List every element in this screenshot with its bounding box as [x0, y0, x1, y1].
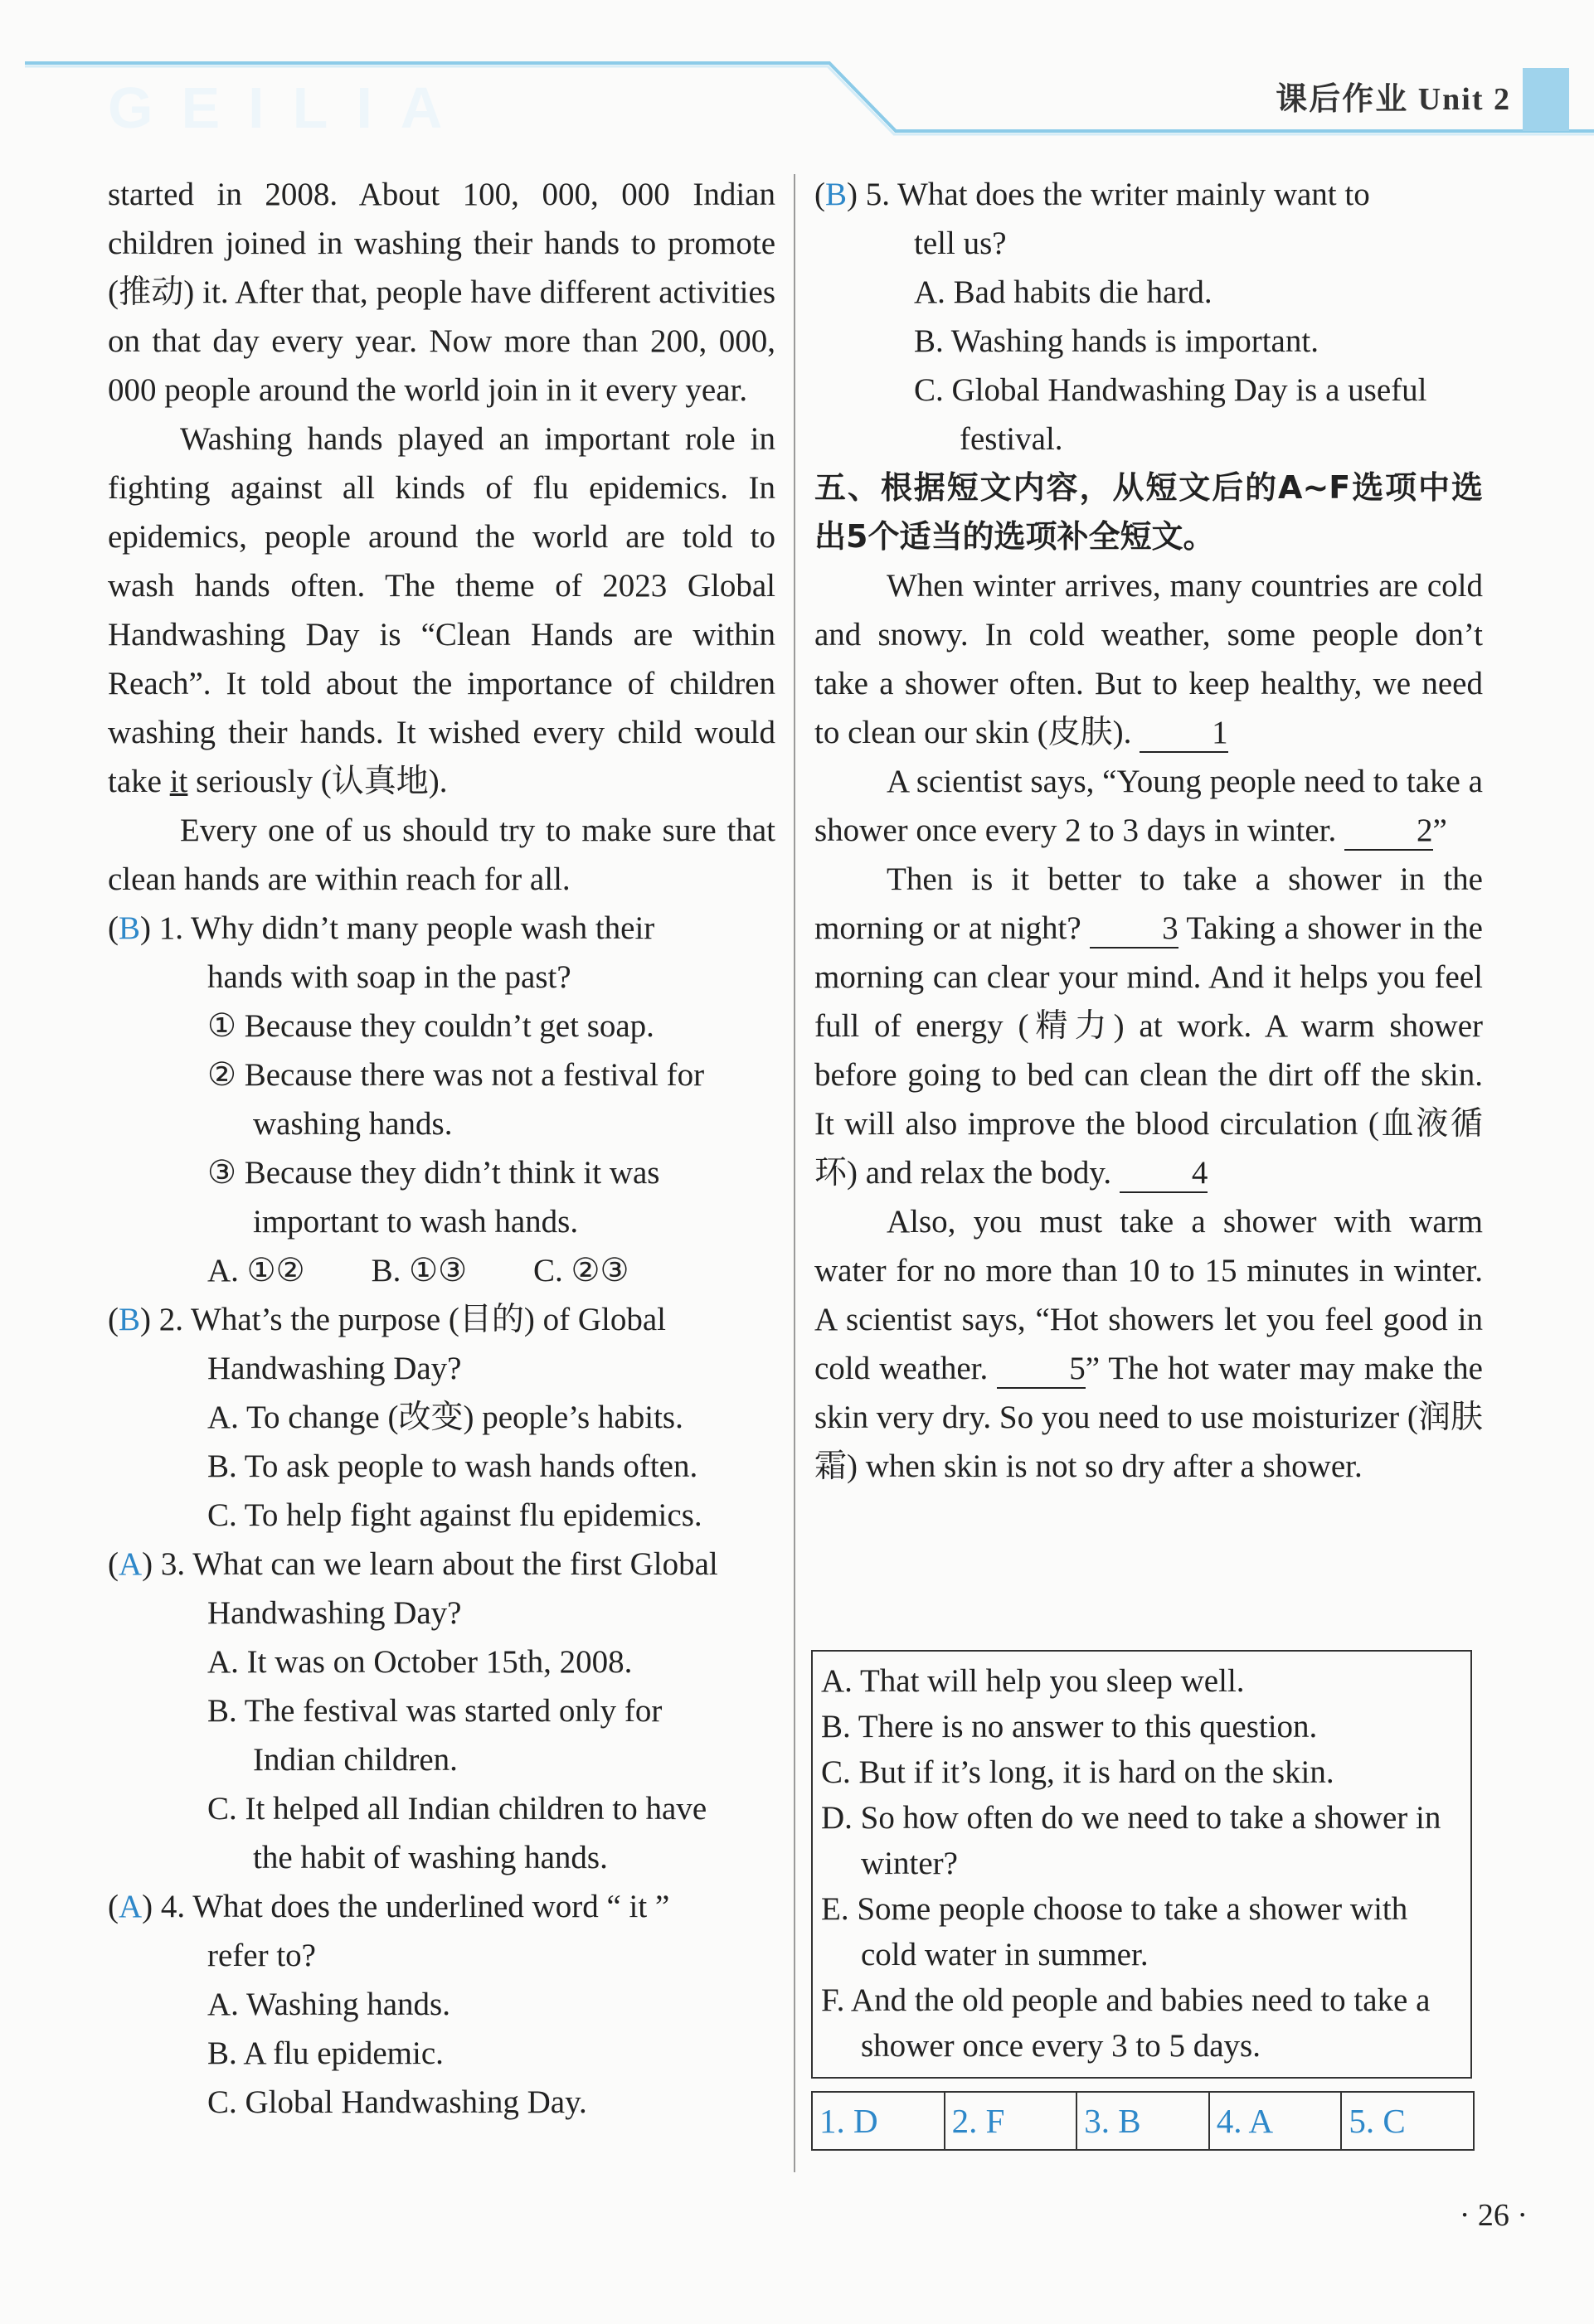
q1-statement-2: ② Because there was not a festival for — [207, 1057, 705, 1093]
q4-option-b: B. A flu epidemic. — [207, 2035, 444, 2071]
cloze-paragraph-2: A scientist says, “Young people need to take a shower once every 2 to 3 days in winter. 2” — [814, 757, 1483, 855]
blank-3: 3 — [1090, 910, 1178, 949]
q3-option-c: C. It helped all Indian children to have — [207, 1791, 707, 1827]
underlined-word-it: it — [169, 764, 188, 799]
options-box — [811, 1650, 1472, 2079]
q4-option-c: C. Global Handwashing Day. — [207, 2084, 587, 2120]
answer-mark-q5: B — [825, 177, 848, 212]
answer-cell-3: 3. B — [1077, 2093, 1210, 2149]
q2-option-a: A. To change (改变) people’s habits. — [207, 1400, 683, 1435]
cloze-paragraph-3: Then is it better to take a shower in the morning or at night? 3 Taking a shower in the morning can clear your mind. And it helps you feel full of energy (精力) at work. A warm shower before going to bed can clean the dirt off the skin. It will also improve the blood circulation (血液循环) and relax the body. 4 — [814, 855, 1483, 1197]
header-title — [1276, 73, 1511, 119]
option-c: C. But if it’s long, it is hard on the skin. — [821, 1754, 1334, 1790]
q5-option-a: A. Bad habits die hard. — [914, 274, 1213, 310]
option-f: F. And the old people and babies need to take a shower once every 3 to 5 days. — [821, 1982, 1431, 2064]
answer-cell-5: 5. C — [1349, 2102, 1406, 2140]
blank-5: 5 — [997, 1351, 1086, 1389]
answer-mark-q1: B — [119, 910, 141, 946]
answer-mark-q2: B — [119, 1302, 141, 1337]
page-number: · 26 · — [1459, 2198, 1528, 2233]
answer-cell-1: 1. D — [813, 2093, 945, 2149]
q3-option-a: A. It was on October 15th, 2008. — [207, 1644, 633, 1680]
answer-mark-q3: A — [119, 1546, 143, 1582]
passage-paragraph-3: Every one of us should try to make sure that clean hands are within reach for all. — [108, 813, 775, 897]
answer-cell-2: 2. F — [945, 2093, 1078, 2149]
blank-1: 1 — [1140, 715, 1228, 753]
question-4: (A) 4. What does the underlined word “ it ” refer to? A. Washing hands. B. A flu epidemic. C. Global Handwashing Day. — [108, 1882, 775, 2127]
option-d: D. So how often do we need to take a shower in winter? — [821, 1800, 1441, 1881]
passage-paragraph-1: started in 2008. About 100, 000, 000 Indian children joined in washing their hands to promote (推动) it. After that, people have different activities on that day every year. Now more than 200, 000, 000 people around the world join in it every year. — [108, 177, 775, 408]
answer-cell-4: 4. A — [1210, 2093, 1343, 2149]
q1-statement-1: ① Because they couldn’t get soap. — [207, 1008, 654, 1044]
blank-2: 2 — [1344, 813, 1433, 851]
question-5: (B) 5. What does the writer mainly want to tell us? A. Bad habits die hard. B. Washing hands is important. C. Global Handwashing Day is a useful festival. — [814, 170, 1483, 463]
q4-option-a: A. Washing hands. — [207, 1987, 450, 2022]
option-e: E. Some people choose to take a shower with cold water in summer. — [821, 1891, 1408, 1972]
option-a: A. That will help you sleep well. — [821, 1663, 1245, 1699]
header-watermark: GEILIA — [108, 75, 471, 140]
header-title-text: 课后作业 — [1276, 82, 1409, 117]
q2-option-c: C. To help fight against flu epidemics. — [207, 1497, 702, 1533]
q2-option-b: B. To ask people to wash hands often. — [207, 1448, 698, 1484]
cloze-paragraph-1: When winter arrives, many countries are cold and snowy. In cold weather, some people don’t take a shower often. But to keep healthy, we need to clean our skin (皮肤). 1 — [814, 561, 1483, 757]
q3-option-b: B. The festival was started only for — [207, 1693, 663, 1729]
cloze-paragraph-4: Also, you must take a shower with warm water for no more than 10 to 15 minutes in winter. A scientist says, “Hot showers let you feel good in cold weather. 5” The hot water may make the skin very dry. So you need to use moisturizer (润肤霜) when skin is not so dry after a shower. — [814, 1204, 1483, 1484]
blank-4: 4 — [1120, 1155, 1208, 1193]
passage-paragraph-2: Washing hands played an important role in fighting against all kinds of flu epidemics. In epidemics, people around the world are told to wash hands often. The theme of 2023 Global Handwashing Day is “Clean Hands are within Reach”. It told about the importance of children washing their hands. It wished every child would take it seriously (认真地). — [108, 421, 775, 799]
option-b: B. There is no answer to this question. — [821, 1709, 1318, 1744]
column-divider — [794, 174, 795, 2172]
left-column — [108, 170, 775, 2127]
section-five-title: 五、根据短文内容，从短文后的A~F选项中选出5个适当的选项补全短文。 — [814, 469, 1483, 555]
header-tab — [1523, 68, 1569, 131]
question-3: (A) 3. What can we learn about the first Global Handwashing Day? A. It was on October 15th, 2008. B. The festival was started only for Indian children. C. It helped all Indian children to have the habit of washing hands. — [108, 1540, 775, 1882]
question-2: (B) 2. What’s the purpose (目的) of Global Handwashing Day? A. To change (改变) people’s habits. B. To ask people to wash hands often. C. To help fight against flu epidemics. — [108, 1295, 775, 1540]
right-column — [814, 170, 1483, 1491]
q1-options: A. ①② B. ①③ C. ②③ — [207, 1253, 629, 1288]
q5-option-c: C. Global Handwashing Day is a useful — [914, 372, 1427, 408]
header-unit: Unit 2 — [1417, 82, 1511, 117]
q5-option-b: B. Washing hands is important. — [914, 323, 1319, 359]
answer-mark-q4: A — [119, 1889, 143, 1924]
answer-table — [811, 2091, 1475, 2151]
q1-statement-3: ③ Because they didn’t think it was — [207, 1155, 660, 1191]
question-1: (B) 1. Why didn’t many people wash their hands with soap in the past? ① Because they couldn’t get soap. ② Because there was not a festival for washing hands. ③ Because they didn’t think it was important to wash hands. A. ①② B. ①③ C. ②③ — [108, 904, 775, 1295]
